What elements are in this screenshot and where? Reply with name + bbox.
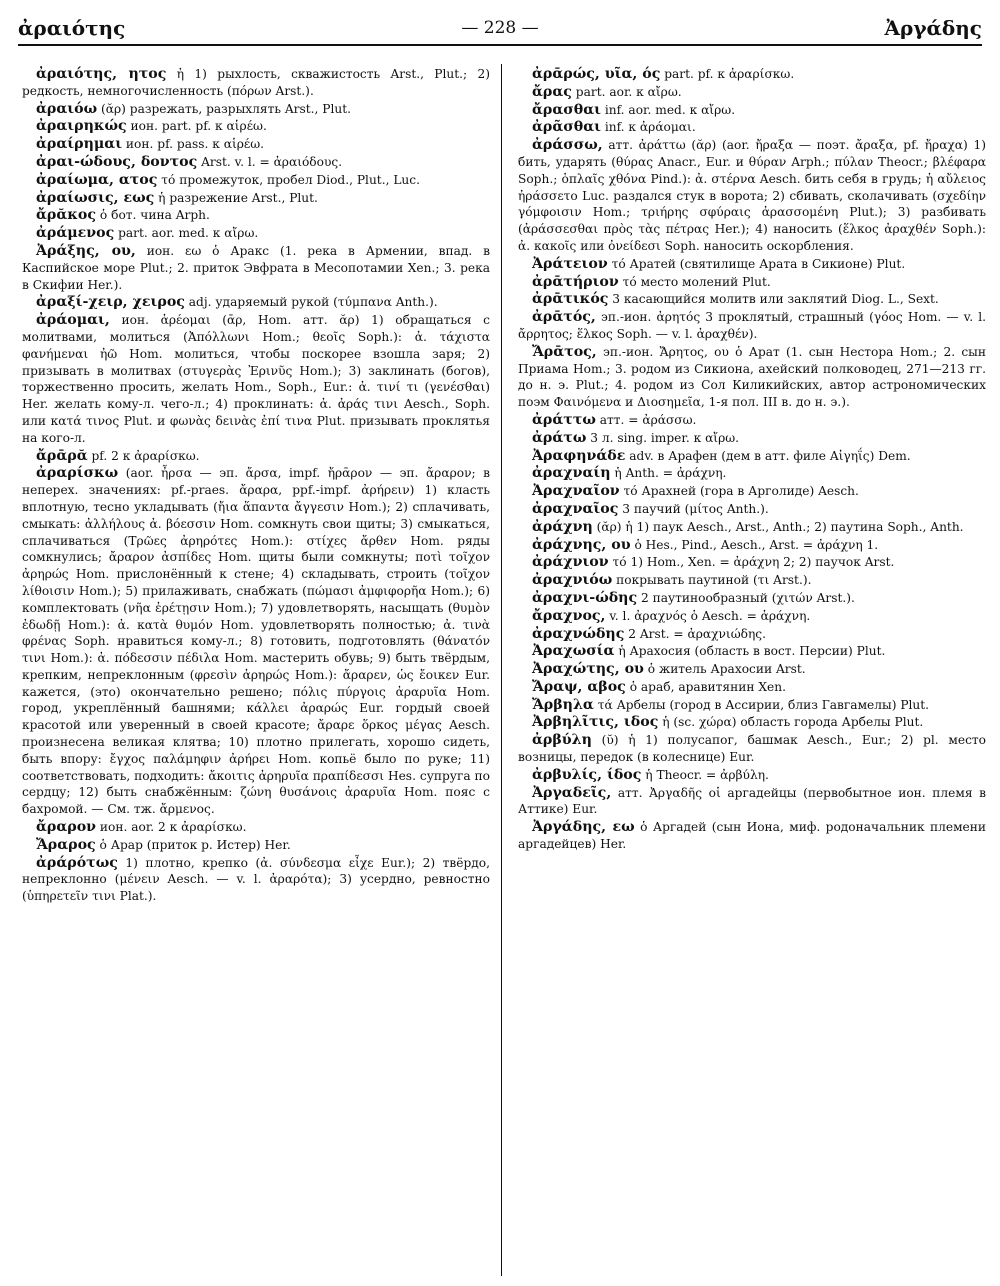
definition: ὁ бот. чина Arph. <box>96 208 210 223</box>
dictionary-entry <box>22 855 490 905</box>
dictionary-entry <box>518 554 986 571</box>
dictionary-entry <box>518 344 986 411</box>
headword: ἀραχναίη <box>532 465 611 482</box>
headword: Ἀραχναῖον <box>532 483 620 500</box>
definition: part. aor. к αἴρω. <box>571 84 682 99</box>
headword: Ἀρβηλῖτις, ιδος <box>532 714 659 731</box>
definition: 3 паучий (μίτος Anth.). <box>618 501 769 516</box>
headword: ἀραίρημαι <box>36 136 123 153</box>
dictionary-entry <box>518 572 986 589</box>
headword: ἀραχνιόω <box>532 572 613 589</box>
dictionary-entry <box>22 465 490 818</box>
headword: ἀράσσω, <box>532 137 603 154</box>
dictionary-entry <box>518 137 986 255</box>
right-column <box>518 66 986 854</box>
dictionary-entry <box>518 412 986 429</box>
dictionary-entry <box>22 448 490 465</box>
headword: Ἀράξης, ου, <box>36 242 136 259</box>
dictionary-entry <box>518 732 986 766</box>
headword: ἄραχνος, <box>532 607 606 624</box>
dictionary-entry <box>22 190 490 207</box>
definition: эп.-ион. ἀρητός 3 проклятый, страшный (γόος Hom. — v. l. ἄρρητος; ἕλκος Soph. — v. l. ἀραχθέν). <box>518 310 986 341</box>
dictionary-entry <box>518 661 986 678</box>
headword: ἀρβύλη <box>532 732 592 749</box>
definition: ὁ Аргадей (сын Иона, миф. родоначальник племени аргадейцев) Her. <box>518 820 987 852</box>
dictionary-entry <box>518 608 986 625</box>
dictionary-entry <box>518 697 986 714</box>
dictionary-entry <box>22 294 490 311</box>
definition: adj. ударяемый рукой (τύμπανα Anth.). <box>184 295 438 310</box>
definition: ὁ Hes., Pind., Aesch., Arst. = ἀράχνη 1. <box>630 537 879 552</box>
headword: Ἀραφηνάδε <box>532 447 626 464</box>
definition: ион. ἀρέομαι (ᾱρ, Hom. атт. ᾰρ) 1) обращаться с молитвами, молиться (Ἀπόλλωνι Hom.; θεοῖς Soph.): ἀ. τάχιστα φανήμεναι ἠῶ Hom. молиться, чтобы поскорее взошла заря; 2) призывать в молитвах (στυγερὰς Ἐρινῦς Hom.); 3) заклинать (богов), торжественно просить, желать Hom., Soph., Eur.: ἀ. τινί τι (γενέσθαι) Her. желать кому-л. чего-л.; 4) проклинать: ἀ. ἀράς τινι Aesch., Soph. или κατά τινος Plut. и φωνὰς δεινὰς ἐπί τινα Plut. призывать проклятья на кого-л. <box>22 313 490 445</box>
headword: Ἀραχωσία <box>532 643 615 660</box>
headword: ἀραχνώδης <box>532 625 625 642</box>
dictionary-entry <box>22 819 490 836</box>
dictionary-entry <box>518 309 986 343</box>
definition: adv. в Арафен (дем в атт. филе Αἰγηΐς) Dem. <box>625 448 911 463</box>
dictionary-entry <box>518 84 986 101</box>
headword: Ἀργαδεῖς, <box>532 784 612 801</box>
headword: ἀρᾱτικός <box>532 291 609 308</box>
headword: Ἀργάδης, εω <box>532 819 635 836</box>
dictionary-entry <box>22 66 490 100</box>
headword: ἀρβυλίς, ίδος <box>532 766 642 783</box>
definition: ἡ Арахосия (область в вост. Персии) Plut. <box>614 644 886 659</box>
headword: ἀραχνι-ώδης <box>532 589 638 606</box>
definition: (ῠ) ἡ 1) полусапог, башмак Aesch., Eur.; 2) pl. место возницы, передок (в колеснице) Eur. <box>518 733 986 765</box>
definition: v. l. ἀραχνός ὁ Aesch. = ἀράχνη. <box>605 608 811 623</box>
dictionary-entry <box>518 102 986 119</box>
dictionary-entry <box>22 101 490 118</box>
definition: Arst. v. l. = ἀραιόδους. <box>197 154 343 169</box>
headword: ἀραίωμα, ατος <box>36 171 158 188</box>
headword: ἄρας <box>532 83 572 100</box>
headword: ἀραιόω <box>36 100 98 117</box>
headword: ἄρασθαι <box>532 101 601 118</box>
headword: ἀραιρηκώς <box>36 118 127 135</box>
definition: атт. Ἀργαδῆς οἱ аргадейцы (первобытное ион. племя в Аттике) Eur. <box>518 785 986 817</box>
definition: τά Арбелы (город в Ассирии, близ Гавгамелы) Plut. <box>593 697 930 712</box>
headword: Ἄραψ, αβος <box>532 678 626 695</box>
dictionary-entry <box>22 207 490 224</box>
definition: part. aor. med. к αἴρω. <box>114 226 259 241</box>
headword: Ἄρᾱτος, <box>532 343 597 360</box>
dictionary-entry <box>518 519 986 536</box>
dictionary-entry <box>22 118 490 135</box>
dictionary-entry <box>518 590 986 607</box>
definition: τό Арахней (гора в Арголиде) Aesch. <box>619 484 859 499</box>
headword: ἀράχνιον <box>532 554 609 571</box>
dictionary-entry <box>518 537 986 554</box>
definition: эп.-ион. Ἄρητος, ου ὁ Арат (1. сын Нестора Hom.; 2. сын Приама Hom.; 3. родом из Сикиона, ахейский полководец, 271—213 гг. до н. э. Plut.; 4. родом из Сол Киликийских, автор астрономических поэм Φαινόμενα и Διοσημεῖα, 1-я пол. III в. до н. э.). <box>518 344 986 410</box>
definition: pf. 2 к ἀραρίσκω. <box>87 448 200 463</box>
definition: τό 1) Hom., Xen. = ἀράχνη 2; 2) паучок Arst. <box>608 555 895 570</box>
headword: ἀρᾱτήριον <box>532 273 619 290</box>
dictionary-entry <box>22 225 490 242</box>
definition: ὁ Арар (приток р. Истер) Her. <box>95 837 291 852</box>
headword: ἀραρίσκω <box>36 465 119 482</box>
dictionary-entry <box>22 837 490 854</box>
dictionary-entry <box>518 714 986 731</box>
dictionary-entry <box>518 643 986 660</box>
headword: ἀρᾶσθαι <box>532 119 601 136</box>
headword: ἀραίωσις, εως <box>36 189 155 206</box>
running-head-left: ἀραιότης <box>18 16 126 40</box>
definition: ἡ разрежение Arst., Plut. <box>154 190 318 205</box>
definition: (ᾰρ) разрежать, разрыхлять Arst., Plut. <box>97 101 351 116</box>
definition: атт. ἀράττω (ᾰρ) (aor. ἤραξα — поэт. ἄραξα, pf. ἤραχα) 1) бить, ударять (θύρας Anacr., Eur. и θύραν Arph.; πύλαν Theocr.; βλέφαρα Soph.; ὁπλαῖς χθόνα Pind.): ἀ. στέρνα Aesch. бить себя в грудь; ἡ αὔλειος ἠράσσετο Luc. раздался стук в ворота; 2) сбивать, сколачивать (σχεδίην γόμφοισιν Hom.; τριήρης σφύραις ἀρασσομένη Plut.); 3) разбивать (ἀράσσεσθαι πρὸς τὰς πέτρας Her.); 4) наносить (ἕλκος ἀραχθέν Soph.): ἀ. κακοῖς или ὀνείδεσι Soph. наносить оскорбления. <box>518 138 986 253</box>
dictionary-entry <box>518 66 986 83</box>
column-divider <box>501 64 502 1276</box>
headword: ἀραχναῖος <box>532 500 619 517</box>
headword: ἀρᾱρώς, υῖα, ός <box>532 66 661 82</box>
definition: 2 паутинообразный (χιτών Arst.). <box>637 590 855 605</box>
dictionary-entry <box>518 483 986 500</box>
definition: inf. к ἀράομαι. <box>600 120 696 135</box>
headword: ἄραρον <box>36 819 97 836</box>
headword: ἄρᾱρᾰ <box>36 447 88 464</box>
definition: 2 Arst. = ἀραχνιώδης. <box>624 626 766 641</box>
dictionary-entry <box>518 819 986 853</box>
headword: ἀράρότως <box>36 854 118 871</box>
headword: ἀραι-ώδους, δοντος <box>36 153 198 170</box>
dictionary-entry <box>518 430 986 447</box>
dictionary-entry <box>22 154 490 171</box>
definition: 3 л. sing. imper. к αἴρω. <box>586 430 740 445</box>
dictionary-entry <box>518 274 986 291</box>
definition: (aor. ἦρσα — эп. ἄρσα, impf. ἤρᾱρον — эп. ἄραρον; в неперех. значениях: pf.-praes. ἄραρα, ppf.-impf. ἀρήρειν) 1) класть вплотную, тесно укладывать (ἤια ἅπαντα ἄγγεσιν Hom.); 2) сплачивать, смыкать: ἀλλήλους ἀ. βόεσσιν Hom. сомкнуть свои щиты; 3) смыкаться, сплачиваться (Τρῶες ἀρηρότες Hom.): στίχες ἄρθεν Hom. ряды сомкнулись; ἄραρον ἀσπίδες Hom. щиты были сомкнуты; ποτὶ τοῖχον ἀρηρώς Hom. прислонённый к стене; 4) складывать, строить (τοῖχον λίθοισιν Hom.); 5) прилаживать, снабжать (πώμασι ἀμφιφορῆα Hom.); 6) комплектовать (νῆα ἐρέτῃσιν Hom.); 7) удовлетворять, насыщать (θυμὸν ἐδωδῇ Hom.): ἀ. κατὰ θυμόν Hom. удовлетворять полностью; ἀ. τινὰ φρένας Soph. нравиться кому-л.; 8) готовить, подготовлять (θάνατόν τινι Hom.): ἀ. πόδεσσιν πέδιλα Hom. мастерить обувь; 9) быть твёрдым, крепким, непреклонным (φρεσὶν ἀρηρώς Hom.): ἄραρεν, ὡς ἔοικεν Eur. кажется, (это) окончательно решено; πόλις πύργοις ἀραρυῖα Hom. город, укреплённый башнями; κάλλει ἀραρώς Eur. гордый своей красотой или уверенный в своей красоте; ἄραρε ὅρκος μέγας Aesch. произнесена великая клятва; 10) плотно прилегать, хорошо сидеть, быть впору: ἔγχος παλάμηφιν ἀρήρει Hom. копьё было по руке; 11) соответствовать, подходить: ἄκοιτις ἀρηρυῖα πραπίδεσσι Hes. супруга по сердцу; 12) быть снабжённым: ζώνη θυσάνοις ἀραρυῖα Hom. пояс с бахромой. — См. тж. ἄρμενος. <box>22 466 490 817</box>
headword: ἀράτω <box>532 429 587 446</box>
definition: ὁ житель Арахосии Arst. <box>643 662 806 677</box>
definition: (ᾰρ) ἡ 1) паук Aesch., Arst., Anth.; 2) паутина Soph., Anth. <box>592 519 964 534</box>
definition: ἡ Theocr. = ἀρβύλη. <box>641 767 769 782</box>
left-column <box>22 66 490 906</box>
headword: ἀραιότης, ητος <box>36 66 167 82</box>
definition: ἡ 1) рыхлость, скважистость Arst., Plut.; 2) редкость, немногочисленность (πόρων Arst.). <box>22 67 490 98</box>
definition: 3 касающийся молитв или заклятий Diog. L., Sext. <box>608 292 939 307</box>
dictionary-entry <box>22 312 490 446</box>
headword: Ἄρβηλα <box>532 696 594 713</box>
dictionary-entry <box>518 465 986 482</box>
definition: 1) плотно, крепко (ἀ. σύνδεσμα εἶχε Eur.); 2) твёрдо, непреклонно (μένειν Aesch. — v. l. ἀραρότα); 3) усердно, ревностно (ὑπηρετεῖν τινι Plat.). <box>22 855 490 904</box>
definition: ὁ араб, аравитянин Xen. <box>625 679 786 694</box>
definition: ἡ Anth. = ἀράχνη. <box>610 466 727 481</box>
definition: part. pf. к ἀραρίσκω. <box>660 67 795 81</box>
definition: ἡ (sc. χώρα) область города Арбелы Plut. <box>658 715 924 730</box>
dictionary-entry <box>22 172 490 189</box>
headword: ἀράχνης, ου <box>532 536 631 553</box>
headword: ἀράμενος <box>36 225 115 242</box>
definition: τό промежуток, пробел Diod., Plut., Luc. <box>157 172 420 187</box>
headword: Ἄραρος <box>36 836 96 853</box>
definition: ион. aor. 2 к ἀραρίσκω. <box>96 820 247 835</box>
definition: ион. part. pf. к αἱρέω. <box>126 119 267 134</box>
page-number: — 228 — <box>461 18 539 38</box>
dictionary-entry <box>518 256 986 273</box>
dictionary-entry <box>518 626 986 643</box>
dictionary-entry <box>518 679 986 696</box>
definition: τό место молений Plut. <box>618 274 771 289</box>
headword: ἄρᾰκος <box>36 207 97 224</box>
headword: Ἀραχώτης, ου <box>532 661 644 678</box>
definition: атт. = ἀράσσω. <box>595 412 697 427</box>
page-header <box>18 14 982 46</box>
headword: ἀρᾱτός, <box>532 309 596 326</box>
headword: ἀράχνη <box>532 518 593 535</box>
headword: ἀραξί-χειρ, χειρος <box>36 294 185 311</box>
definition: τό Аратей (святилище Арата в Сикионе) Plut. <box>607 256 906 271</box>
dictionary-entry <box>518 785 986 819</box>
headword: ἀράομαι, <box>36 312 110 329</box>
dictionary-entry <box>22 136 490 153</box>
dictionary-entry <box>518 767 986 784</box>
headword: ἀράττω <box>532 411 596 428</box>
definition: покрывать паутиной (τι Arst.). <box>612 573 812 588</box>
running-head-right: Ἀργάδης <box>884 16 982 40</box>
dictionary-entry <box>518 119 986 136</box>
definition: inf. aor. med. к αἴρω. <box>600 102 736 117</box>
definition: ион. pf. pass. к αἱρέω. <box>122 137 265 152</box>
dictionary-entry <box>22 243 490 293</box>
dictionary-entry <box>518 448 986 465</box>
dictionary-entry <box>518 291 986 308</box>
dictionary-entry <box>518 501 986 518</box>
headword: Ἀράτειον <box>532 255 608 272</box>
definition: ион. εω ὁ Аракс (1. река в Армении, впад. в Каспийское море Plut.; 2. приток Эвфрата в Месопотамии Xen.; 3. река в Скифии Her.). <box>22 243 490 292</box>
